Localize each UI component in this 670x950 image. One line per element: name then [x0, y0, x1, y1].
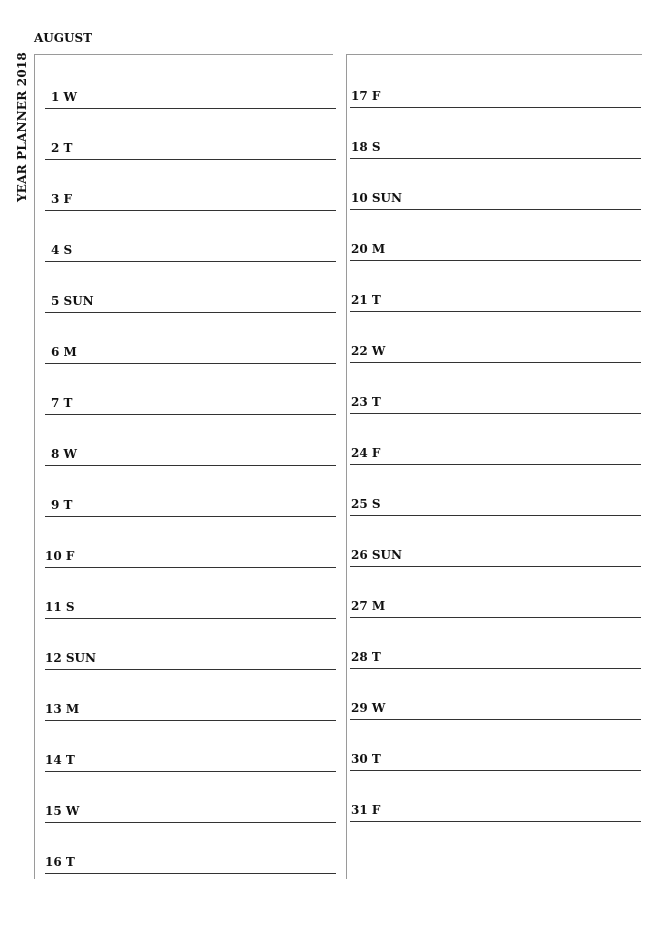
day-label: 24 F: [351, 446, 381, 460]
day-row[interactable]: [45, 343, 336, 364]
day-row[interactable]: [45, 139, 336, 160]
day-row[interactable]: [350, 495, 641, 516]
day-label: 15 W: [45, 804, 80, 818]
planner-side-title-text: YEAR PLANNER 2018: [15, 52, 30, 202]
day-row[interactable]: [350, 801, 641, 822]
day-row[interactable]: [45, 598, 336, 619]
day-label: 6 M: [51, 345, 77, 359]
day-row[interactable]: [350, 393, 641, 414]
day-label: 25 S: [351, 497, 381, 511]
day-label: 28 T: [351, 650, 381, 664]
day-row[interactable]: [350, 342, 641, 363]
day-row[interactable]: [350, 648, 641, 669]
day-label: 20 M: [351, 242, 386, 256]
day-label: 21 T: [351, 293, 381, 307]
left-day-column: [34, 54, 333, 879]
day-label: 31 F: [351, 803, 381, 817]
day-row[interactable]: [350, 699, 641, 720]
day-row[interactable]: [350, 291, 641, 312]
day-label: 10 F: [45, 549, 75, 563]
day-row[interactable]: [45, 445, 336, 466]
day-label: 5 SUN: [51, 294, 94, 308]
day-label: 17 F: [351, 89, 381, 103]
day-row[interactable]: [350, 546, 641, 567]
day-label: 2 T: [51, 141, 73, 155]
day-row[interactable]: [45, 649, 336, 670]
day-row[interactable]: [350, 240, 641, 261]
day-row[interactable]: [350, 138, 641, 159]
day-label: 7 T: [51, 396, 73, 410]
day-row[interactable]: [45, 751, 336, 772]
day-label: 30 T: [351, 752, 381, 766]
day-row[interactable]: [45, 394, 336, 415]
day-label: 23 T: [351, 395, 381, 409]
day-row[interactable]: [45, 853, 336, 874]
day-label: 11 S: [45, 600, 75, 614]
day-label: 13 M: [45, 702, 80, 716]
day-row[interactable]: [45, 88, 336, 109]
day-row[interactable]: [350, 750, 641, 771]
day-row[interactable]: [45, 241, 336, 262]
day-row[interactable]: [45, 700, 336, 721]
day-label: 16 T: [45, 855, 75, 869]
day-label: 12 SUN: [45, 651, 96, 665]
day-label: 26 SUN: [351, 548, 402, 562]
day-row[interactable]: [45, 190, 336, 211]
right-day-column: [346, 54, 642, 879]
day-label: 1 W: [51, 90, 78, 104]
day-row[interactable]: [350, 597, 641, 618]
month-title: AUGUST: [34, 31, 93, 45]
day-label: 10 SUN: [351, 191, 402, 205]
day-label: 9 T: [51, 498, 73, 512]
day-row[interactable]: [45, 292, 336, 313]
day-row[interactable]: [45, 496, 336, 517]
day-label: 18 S: [351, 140, 381, 154]
day-label: 8 W: [51, 447, 78, 461]
day-row[interactable]: [350, 87, 641, 108]
day-label: 4 S: [51, 243, 73, 257]
day-label: 22 W: [351, 344, 386, 358]
day-row[interactable]: [45, 802, 336, 823]
day-label: 3 F: [51, 192, 73, 206]
planner-side-title: [12, 52, 32, 202]
day-label: 29 W: [351, 701, 386, 715]
day-label: 14 T: [45, 753, 75, 767]
day-row[interactable]: [350, 189, 641, 210]
day-row[interactable]: [45, 547, 336, 568]
day-row[interactable]: [350, 444, 641, 465]
day-label: 27 M: [351, 599, 386, 613]
